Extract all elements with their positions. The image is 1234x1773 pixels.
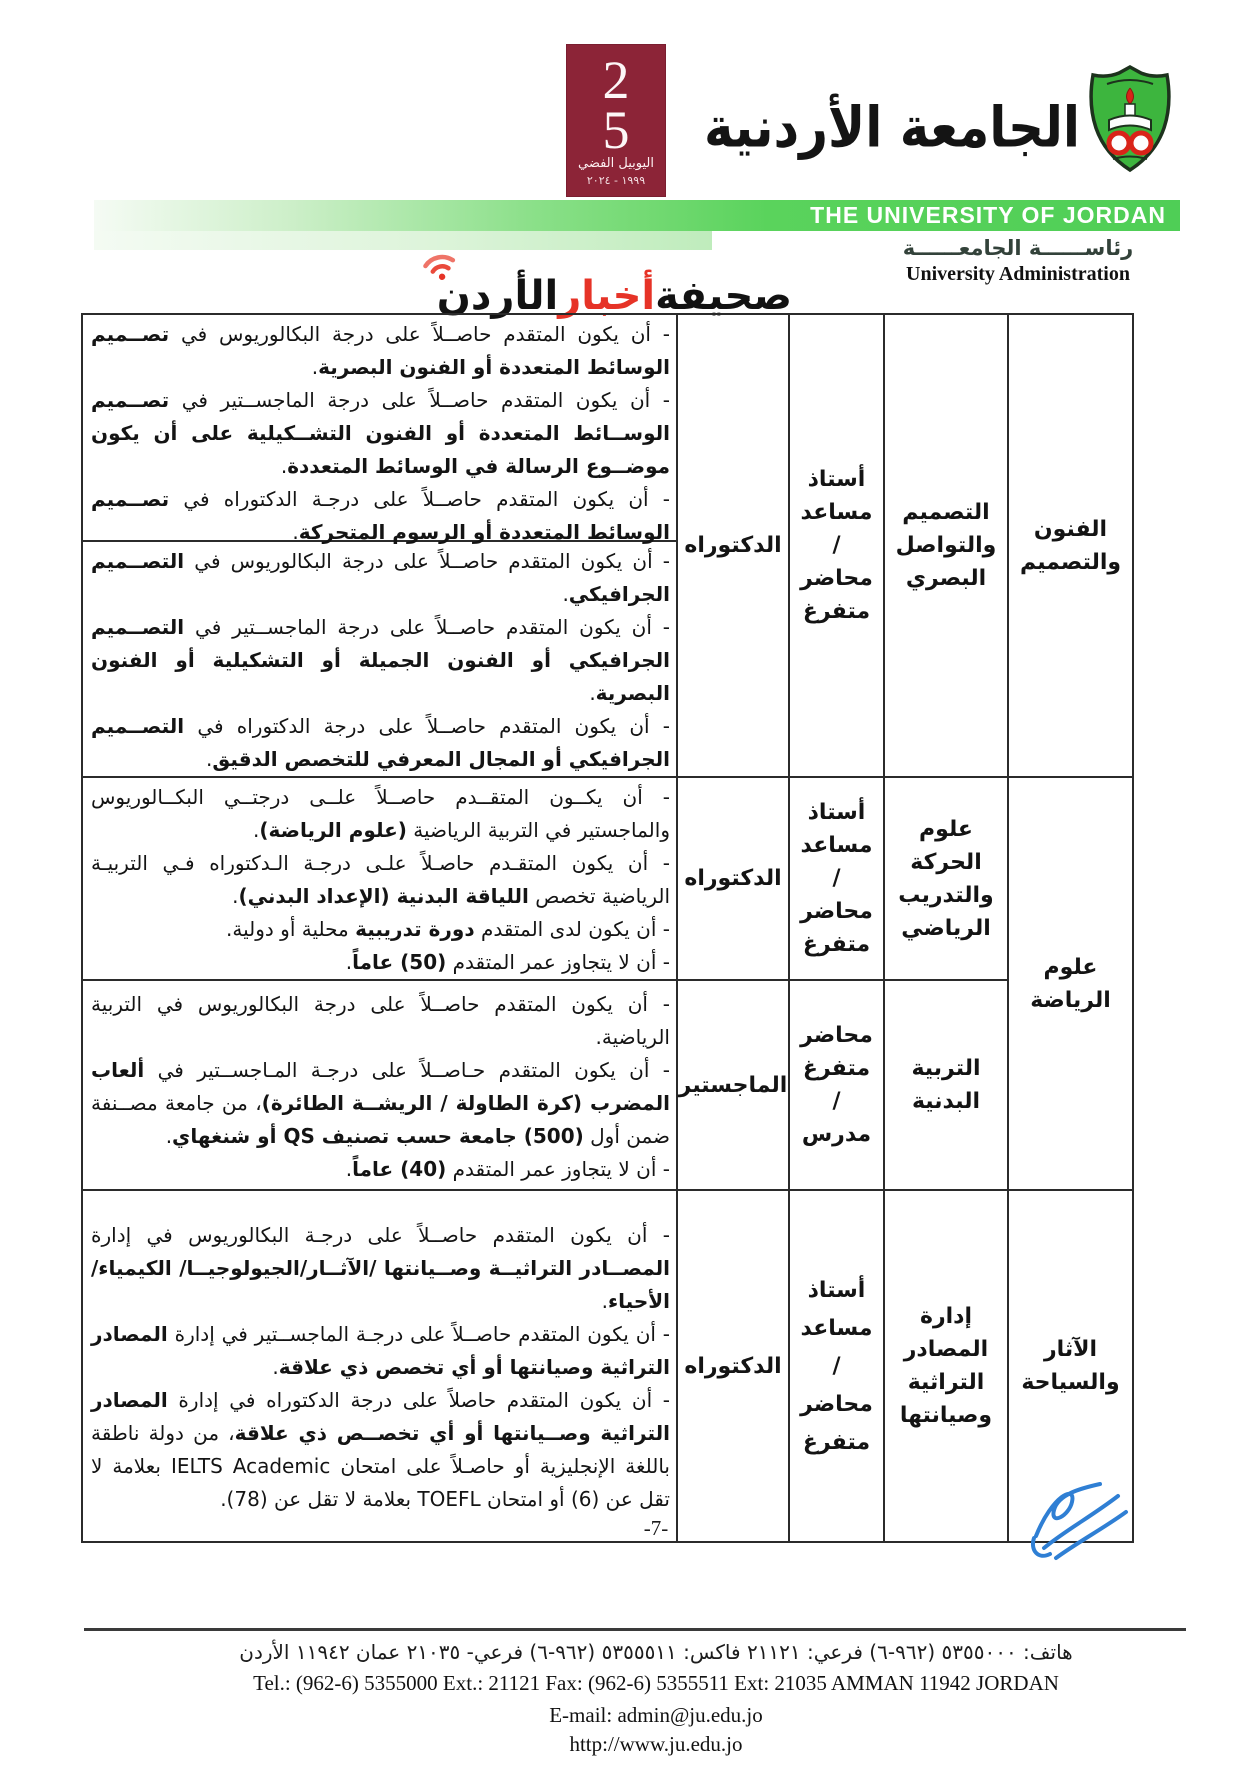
position-line: أستاذ [807,467,866,492]
banner-title: THE UNIVERSITY OF JORDAN [810,202,1166,228]
requirement-item: - أن يكون لدى المتقدم دورة تدريبية محلية أو دولية. [226,917,670,941]
requirement-item: - أن يكون المتقـدم حاصـلاً علـى درجـة الـدكتوراه فـي التربيـة الرياضية تخصص اللياقة البدنية (الإعداد البدني). [91,851,670,908]
degree-cell: الدكتوراه [677,314,789,777]
requirement-item: - أن يكون المتقدم حاصــلاً على درجة الماجســتير في التصــميم الجرافيكي أو الفنون الجميلة أو التشكيلية أو الفنون البصرية. [91,615,670,705]
position-cell [789,980,884,1190]
requirement-item: - أن يكون المتقدم حاصــلاً على درجة البكالوريوس في تصــميم الوسائط المتعددة أو الفنون البصرية. [91,322,670,379]
requirements-cell [82,980,677,1190]
watermark-word-3: الأردن [436,273,559,319]
requirement-item: - أن يكون المتقدم حاصــلاً على درجة البكالوريوس في التصــميم الجرافيكي. [91,549,670,606]
position-line: مدرس [801,1122,872,1147]
position-line: محاضر [800,899,873,924]
vacancies-table-wrapper [81,313,1134,1543]
position-cell [789,1190,884,1542]
university-shield-logo [1085,64,1175,178]
requirement-item: - أن يكون المتقدم حاصــلاً على درجة الدكتوراه في التصــميم الجرافيكي أو المجال المعرفي للتخصص الدقيق. [91,714,670,771]
footer-website: http://www.ju.edu.jo [569,1732,743,1756]
footer-email: E-mail: admin@ju.edu.jo [549,1703,763,1727]
silver-jubilee-logo [566,44,666,197]
position-line: متفرغ [802,1056,871,1081]
requirement-item: - أن يكون المتقدم حاصــلاً على درجـة البكالوريوس في إدارة المصــادر التراثيــة وصــيانتها /الآثــار/الجيولوجيــا/ الكيمياء/الأحياء. [91,1223,670,1313]
requirements-cell [82,1190,677,1542]
requirement-item: - أن يكون المتقدم حاصــلاً على درجـة الماجســتير في إدارة المصادر التراثية وصيانتها أو أي تخصص ذي علاقة. [91,1322,670,1379]
degree-cell: الدكتوراه [677,1190,789,1542]
jubilee-years: ١٩٩٩ - ٢٠٢٤ [586,174,646,187]
degree-cell: الدكتوراه [677,777,789,980]
faculty-cell: الآثار والسياحة [1008,1190,1133,1542]
requirement-item: - أن يكون المتقدم حـاصــلاً على درجـة المـاجســتير في ألعاب المضرب (كرة الطاولة / الريشــة الطائرة)، من جامعة مصــنفة ضمن أول (500) جامعة حسب تصنيف QS أو شنغهاي. [91,1057,671,1148]
table-row [82,777,1133,980]
jubilee-number: 25 [586,50,646,150]
department-cell: علوم الحركة والتدريب الرياضي [884,777,1008,980]
department-cell: التربية البدنية [884,980,1008,1190]
watermark-word-2: أخبار [558,273,656,319]
requirement-item: - أن يكون المتقدم حاصــلاً على درجة البكالوريوس في التربية الرياضية. [91,991,670,1049]
position-line: متفرغ [802,932,871,957]
handwritten-signature [1022,1476,1140,1572]
position-line: / [832,533,841,558]
position-cell [789,777,884,980]
footer-contact-en: Tel.: (962-6) 5355000 Ext.: 21121 Fax: (962-6) 5355511 Ext: 21035 AMMAN 11942 JORDAN [253,1671,1059,1695]
position-line: متفرغ [802,599,871,624]
requirement-item: - أن يكون المتقدم حاصــلاً على درجـة الدكتوراه في تصــميم الوسائط المتعددة أو الرسوم المتحركة. [91,487,670,544]
position-line: أستاذ [807,800,866,825]
department-cell: إدارة المصادر التراثية وصيانتها [884,1190,1008,1542]
faculty-cell: علوم الرياضة [1008,777,1133,1190]
position-line: أستاذ [807,1277,866,1303]
position-cell [789,314,884,777]
requirements-cell [82,777,677,980]
requirement-item: - أن يكون المتقدم حاصلاً على درجة الدكتوراه في إدارة المصادر التراثية وصــيانتها أو أي تخصــص ذي علاقة، من دولة ناطقة باللغة الإنجليزية أو حاصـلاً على امتحان IELTS Academic بعلامة لا تقل عن (6) أو امتحان TOEFL بعلامة لا تقل عن (78). [91,1388,671,1511]
administration-title-en: University Administration [906,263,1130,285]
position-line: / [832,1353,841,1379]
administration-block [858,236,1178,286]
requirements-cell [82,314,677,777]
administration-title-ar: رئاســــــة الجامعــــــة [902,236,1134,260]
requirement-item: - أن يكــون المتقــدم حاصــلاً علــى درجتــي البكــالوريوس والماجستير في التربية الرياضية (علوم الرياضة). [91,785,670,842]
vacancies-table [81,313,1134,1543]
table-row [82,980,1133,1190]
position-line: محاضر [800,566,873,591]
footer [75,1640,1234,1757]
position-line: محاضر [800,1391,873,1417]
degree-cell: الماجستير [677,980,789,1190]
watermark-word-1: صحيفة [655,273,792,319]
requirement-item: - أن يكون المتقدم حاصــلاً على درجة الماجســتير في تصــميم الوســائط المتعددة أو الفنون التشــكيلية على أن يكون موضــوع الرسالة في الوسائط المتعددة. [91,388,670,478]
university-banner [94,200,1180,231]
faculty-cell: الفنون والتصميم [1008,314,1133,777]
table-row [82,314,1133,777]
university-name-calligraphy: الجامعة الأردنية [704,95,1080,161]
position-line: / [832,866,841,891]
position-line: مساعد [800,833,873,858]
position-line: / [832,1089,841,1114]
position-line: مساعد [800,1315,873,1341]
position-line: متفرغ [802,1429,871,1455]
jubilee-title: اليوبيل الفضي [578,156,654,171]
footer-phone-ar: هاتف: ٥٣٥٥٠٠٠ (٩٦٢-٦) فرعي: ٢١١٢١ فاكس: ٥٣٥٥٥١١ (٩٦٢-٦) فرعي- ٢١٠٣٥ عمان ١١٩٤٢ الأردن [239,1640,1073,1664]
table-row [82,1190,1133,1542]
department-cell: التصميم والتواصل البصري [884,314,1008,777]
page-number: -7- [643,1516,669,1540]
requirement-item: - أن لا يتجاوز عمر المتقدم (50) عاماً. [345,950,670,974]
position-line: مساعد [800,500,873,525]
requirement-item: - أن لا يتجاوز عمر المتقدم (40) عاماً. [345,1156,670,1181]
position-line: محاضر [800,1023,873,1048]
footer-divider [84,1628,1186,1631]
